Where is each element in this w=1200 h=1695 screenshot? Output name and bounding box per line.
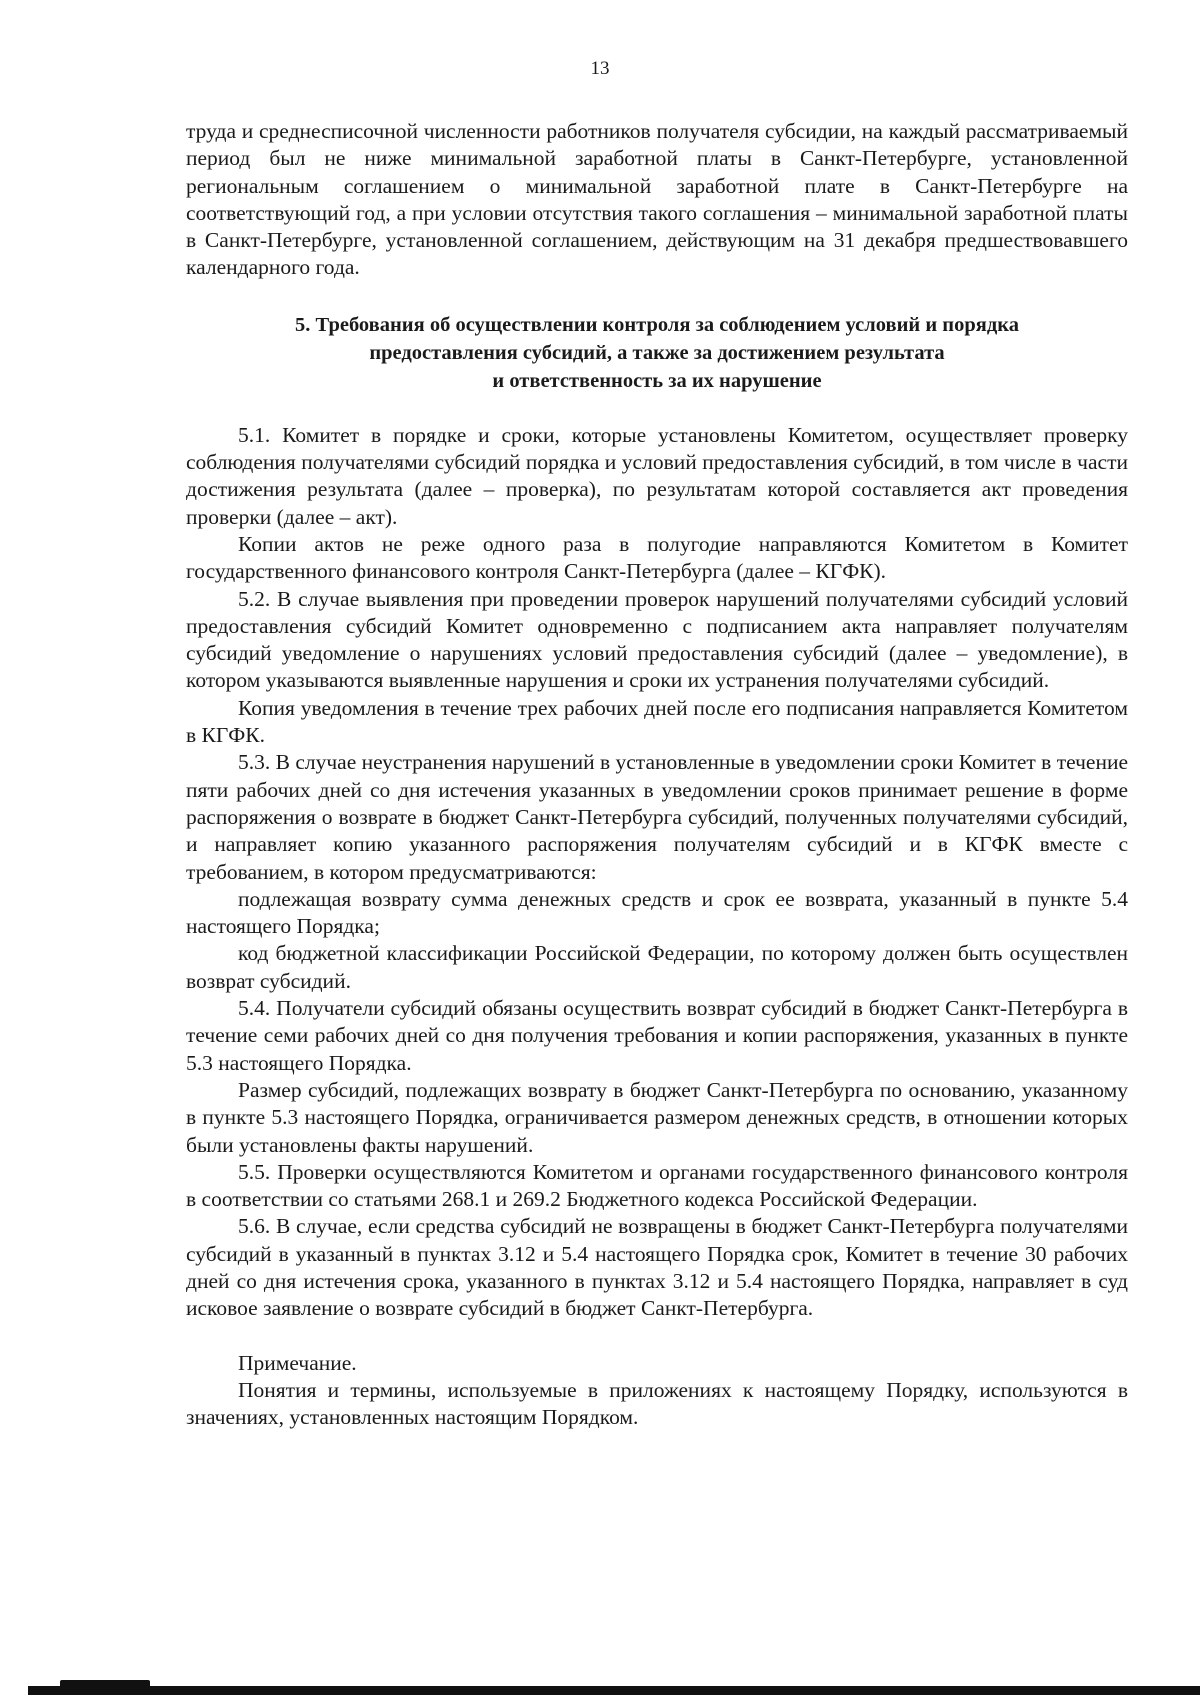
paragraph-subsidy-size: Размер субсидий, подлежащих возврату в бюджет Санкт-Петербурга по основанию, указанному в пункте 5.3 настоящего Порядка, ограничивается размером денежных средств, в отношении которых были установлены факты нарушений. bbox=[186, 1077, 1128, 1157]
paragraph-5-4: 5.4. Получатели субсидий обязаны осуществить возврат субсидий в бюджет Санкт-Петербурга в течение семи рабочих дней со дня получения требования и копии распоряжения, указанных в пункте 5.3 настоящего Порядка. bbox=[186, 996, 1128, 1075]
section-heading-line: 5. Требования об осуществлении контроля за соблюдением условий и порядка bbox=[295, 313, 1019, 336]
paragraph-5-2: 5.2. В случае выявления при проведении проверок нарушений получателями субсидий условий предоставления субсидий Комитет одновременно с подписанием акта направляет получателям субсидий уведомление о нарушениях условий предоставления субсидий (далее – уведомление), в котором указываются выявленные нарушения и сроки их устранения получателями субсидий. bbox=[186, 586, 1128, 693]
paragraph-notice-copy: Копия уведомления в течение трех рабочих дней после его подписания направляется Комитетом в КГФК. bbox=[186, 695, 1128, 748]
section-heading-line: предоставления субсидий, а также за достижением результата bbox=[369, 341, 945, 364]
paragraph-budget-code: код бюджетной классификации Российской Федерации, по которому должен быть осуществлен возврат субсидий. bbox=[186, 941, 1128, 993]
paragraph-return-amount: подлежащая возврату сумма денежных средств и срок ее возврата, указанный в пункте 5.4 настоящего Порядка; bbox=[186, 886, 1128, 939]
section-heading bbox=[186, 311, 1128, 395]
intro-paragraph: труда и среднесписочной численности работников получателя субсидии, на каждый рассматриваемый период был не ниже минимальной заработной платы в Санкт-Петербурге, установленной региональным соглашением о минимальной заработной плате в Санкт-Петербурге на соответствующий год, а при условии отсутствия такого соглашения – минимальной заработной платы в Санкт-Петербурге, установленной соглашением, действующим на 31 декабря предшествовавшего календарного года. bbox=[186, 119, 1128, 280]
paragraph-5-3: 5.3. В случае неустранения нарушений в установленные в уведомлении сроки Комитет в течение пяти рабочих дней со дня истечения указанных в уведомлении сроков принимает решение в форме распоряжения о возврате в бюджет Санкт-Петербурга субсидий, полученных получателями субсидий, и направляет копию указанного распоряжения получателям субсидий и в КГФК вместе с требованием, в котором предусматриваются: bbox=[186, 750, 1129, 884]
paragraph-5-5: 5.5. Проверки осуществляются Комитетом и органами государственного финансового контроля в соответствии со статьями 268.1 и 269.2 Бюджетного кодекса Российской Федерации. bbox=[186, 1159, 1128, 1212]
page-number: 13 bbox=[590, 58, 610, 79]
section-heading-line: и ответственность за их нарушение bbox=[492, 369, 822, 392]
paragraph-acts-copies: Копии актов не реже одного раза в полугодие направляются Комитетом в Комитет государственного финансового контроля Санкт-Петербурга (далее – КГФК). bbox=[186, 531, 1128, 584]
document-body bbox=[186, 118, 1128, 1431]
note-text: Понятия и термины, используемые в приложениях к настоящему Порядку, используются в значениях, установленных настоящим Порядком. bbox=[186, 1377, 1128, 1430]
paragraph-5-1: 5.1. Комитет в порядке и сроки, которые установлены Комитетом, осуществляет проверку соблюдения получателями субсидий порядка и условий предоставления субсидий, в том числе в части достижения результата (далее – проверка), по результатам которой составляется акт проведения проверки (далее – акт). bbox=[186, 422, 1128, 529]
paragraph-5-6: 5.6. В случае, если средства субсидий не возвращены в бюджет Санкт-Петербурга получателями субсидий в указанный в пунктах 3.12 и 5.4 настоящего Порядка срок, Комитет в течение 30 рабочих дней со дня истечения срока, указанного в пунктах 3.12 и 5.4 настоящего Порядка, направляет в суд исковое заявление о возврате субсидий в бюджет Санкт-Петербурга. bbox=[186, 1214, 1128, 1321]
note-title: Примечание. bbox=[238, 1350, 357, 1375]
scan-bottom-edge bbox=[28, 1686, 1200, 1695]
